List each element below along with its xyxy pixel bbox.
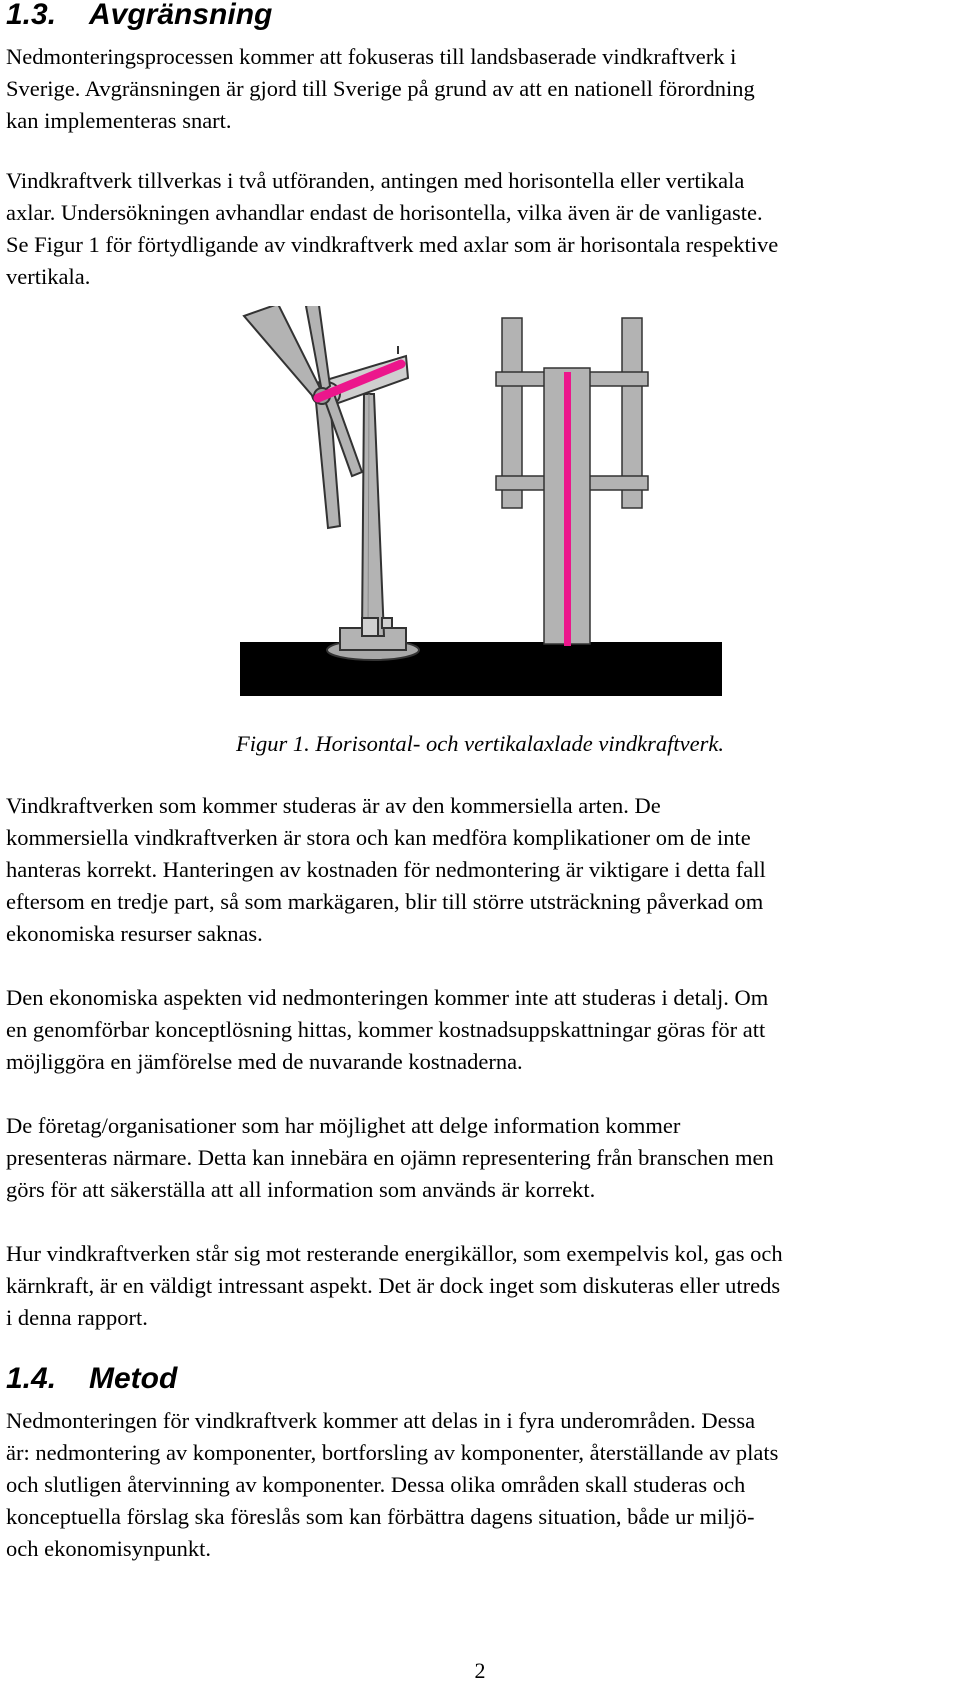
- text-line: axlar. Undersökningen avhandlar endast de horisontella, vilka även är de vanligaste.: [6, 200, 763, 225]
- section-heading-metod: [6, 1361, 177, 1397]
- paragraph-axis-types: [6, 165, 956, 293]
- text-line: Den ekonomiska aspekten vid nedmonteringen kommer inte att studeras i detalj. Om: [6, 985, 769, 1010]
- text-line: vertikala.: [6, 264, 91, 289]
- horizontal-axis-turbine-icon: [244, 306, 419, 660]
- section-heading-avgransning: [6, 0, 272, 33]
- paragraph-method: [6, 1405, 956, 1565]
- text-line: kommersiella vindkraftverken är stora och kan medföra komplikationer om de inte: [6, 825, 751, 850]
- text-line: Vindkraftverken som kommer studeras är av den kommersiella arten. De: [6, 793, 661, 818]
- text-line: Se Figur 1 för förtydligande av vindkraftverk med axlar som är horisontala respektive: [6, 232, 779, 257]
- text-line: görs för att säkerställa att all information som används är korrekt.: [6, 1177, 596, 1202]
- text-line: en genomförbar konceptlösning hittas, kommer kostnadsuppskattningar göras för att: [6, 1017, 766, 1042]
- text-line: Hur vindkraftverken står sig mot resterande energikällor, som exempelvis kol, gas och: [6, 1241, 783, 1266]
- section-number: 1.4.: [6, 1362, 57, 1395]
- vertical-axis-turbine-icon: [496, 318, 648, 644]
- section-number: 1.3.: [6, 0, 57, 31]
- text-line: De företag/organisationer som har möjlighet att delge information kommer: [6, 1113, 681, 1138]
- figure-caption: Figur 1. Horisontal- och vertikalaxlade vindkraftverk.: [235, 731, 724, 756]
- text-line: och ekonomisynpunkt.: [6, 1536, 211, 1561]
- text-line: konceptuella förslag ska föreslås som kan förbättra dagens situation, både ur miljö-: [6, 1504, 755, 1529]
- text-line: hanteras korrekt. Hanteringen av kostnaden för nedmontering är viktigare i detta fall: [6, 857, 766, 882]
- wind-turbines-illustration: [238, 306, 728, 700]
- text-line: Sverige. Avgränsningen är gjord till Sverige på grund av att en nationell förordning: [6, 76, 755, 101]
- text-line: och slutligen återvinning av komponenter. Dessa olika områden skall studeras och: [6, 1472, 746, 1497]
- section-title: Avgränsning: [89, 0, 273, 31]
- page-number: 2: [474, 1658, 486, 1683]
- paragraph-economic-aspect: [6, 982, 956, 1078]
- text-line: Nedmonteringsprocessen kommer att fokuseras till landsbaserade vindkraftverk i: [6, 44, 737, 69]
- text-line: Vindkraftverk tillverkas i två utföranden, antingen med horisontella eller vertikala: [6, 168, 745, 193]
- paragraph-energy-sources: [6, 1238, 956, 1334]
- ground-block: [240, 642, 722, 696]
- paragraph-scope-sweden: [6, 41, 956, 137]
- text-line: kärnkraft, är en väldigt intressant aspekt. Det är dock inget som diskuteras eller utreds: [6, 1273, 781, 1298]
- figure-wind-turbines: [238, 306, 728, 700]
- text-line: möjliggöra en jämförelse med de nuvarande kostnaderna.: [6, 1049, 523, 1074]
- text-line: eftersom en tredje part, så som markägaren, blir till större utsträckning påverkad om: [6, 889, 764, 914]
- paragraph-organisations: [6, 1110, 956, 1206]
- text-line: presenteras närmare. Detta kan innebära en ojämn representering från branschen men: [6, 1145, 774, 1170]
- text-line: ekonomiska resurser saknas.: [6, 921, 263, 946]
- text-line: i denna rapport.: [6, 1305, 148, 1330]
- text-line: är: nedmontering av komponenter, bortforsling av komponenter, återställande av plats: [6, 1440, 779, 1465]
- vertical-shaft: [564, 372, 571, 646]
- section-title: Metod: [89, 1362, 178, 1395]
- paragraph-commercial-turbines: [6, 790, 956, 950]
- text-line: Nedmonteringen för vindkraftverk kommer att delas in i fyra underområden. Dessa: [6, 1408, 756, 1433]
- text-line: kan implementeras snart.: [6, 108, 232, 133]
